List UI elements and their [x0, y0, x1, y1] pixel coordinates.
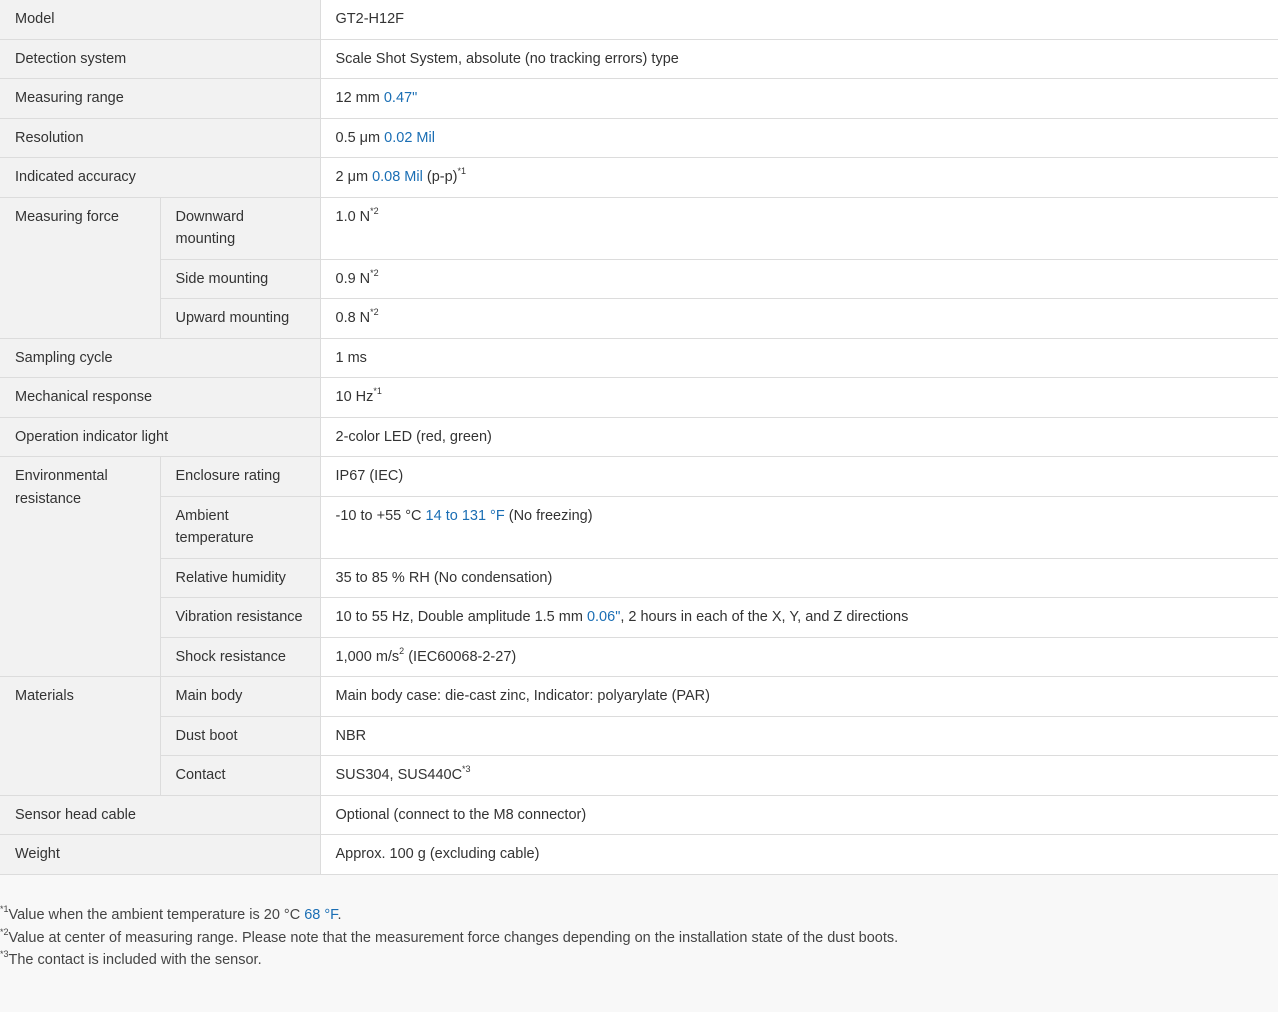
imperial-value: 0.47" — [383, 90, 418, 106]
footnote: $^{*3}$The contact is included with the sensor. — [0, 949, 262, 968]
row-label: Shock resistance — [160, 637, 320, 677]
table-row — [0, 259, 1278, 299]
row-value: SUS304, $SUS440C^{*3}$ — [320, 756, 1278, 796]
footnote-mark: *2 — [370, 307, 379, 318]
row-label: Enclosure rating — [160, 457, 320, 497]
row-value: Approx. 100 g (excluding cable) — [320, 835, 1278, 875]
table-row — [0, 0, 1278, 39]
footnote: $^{*2}$Value at center of measuring range. Please note that the measurement force changes depending on the installation state of the dust boots. — [0, 926, 899, 946]
table-row — [0, 677, 1278, 717]
footnote-mark: *1 — [373, 386, 382, 397]
row-label: Indicated accuracy — [0, 158, 320, 198]
row-label: Mechanical response — [0, 378, 320, 418]
group-label: Measuring force — [0, 197, 160, 338]
group-label: Environmental resistance — [0, 457, 160, 677]
row-value: 1,000 $m/s^2$ (IEC60068-2-27) — [320, 637, 1278, 677]
row-label: Downward mounting — [160, 197, 320, 259]
row-label: Resolution — [0, 118, 320, 158]
table-row — [0, 118, 1278, 158]
row-label: Main body — [160, 677, 320, 717]
table-row — [0, 598, 1278, 638]
row-value: Scale Shot System, absolute (no tracking errors) type — [320, 39, 1278, 79]
row-value: 10 to 55 Hz, Double amplitude 1.5 mm 0.06", 2 hours in each of the X, Y, and Z directions — [320, 598, 1278, 638]
row-value: GT2-H12F — [320, 0, 1278, 39]
footnote-mark: *1 — [457, 166, 467, 177]
row-label: Operation indicator light — [0, 417, 320, 457]
row-value: 0.8 $N^{*2}$ — [320, 299, 1278, 339]
imperial-value: 0.08 Mil — [372, 169, 423, 185]
table-row — [0, 378, 1278, 418]
row-label: Relative humidity — [160, 558, 320, 598]
table-row — [0, 338, 1278, 378]
footnote-mark: *3 — [462, 764, 471, 775]
footnote: $^{*1}$Value when the ambient temperature is 20 °C 68 °F. — [0, 904, 342, 923]
row-value: 0.5 μm 0.02 Mil — [320, 118, 1278, 158]
table-row — [0, 457, 1278, 497]
row-value: NBR — [320, 716, 1278, 756]
imperial-value: 0.06" — [586, 609, 621, 625]
table-row — [0, 795, 1278, 835]
row-label: Side mounting — [160, 259, 320, 299]
footnotes — [0, 904, 898, 972]
table-row — [0, 158, 1278, 198]
row-value: 12 mm 0.47" — [320, 79, 1278, 119]
row-label: Vibration resistance — [160, 598, 320, 638]
row-value: Main body case: die-cast zinc, Indicator: polyarylate (PAR) — [320, 677, 1278, 717]
row-value: -10 to +55 °C 14 to 131 °F (No freezing) — [320, 496, 1278, 558]
table-row — [0, 197, 1278, 259]
row-value: 2-color LED (red, green) — [320, 417, 1278, 457]
imperial-value: 14 to 131 °F — [425, 507, 505, 524]
table-row — [0, 39, 1278, 79]
row-label: Sampling cycle — [0, 338, 320, 378]
row-value: 10 Hz$^{*1}$ — [320, 378, 1278, 418]
row-label: Contact — [160, 756, 320, 796]
footnote-mark: *2 — [370, 205, 379, 216]
table-row — [0, 637, 1278, 677]
table-row — [0, 496, 1278, 558]
superscript: 2 — [399, 645, 405, 656]
row-label: Measuring range — [0, 79, 320, 119]
table-row — [0, 558, 1278, 598]
table-row — [0, 716, 1278, 756]
row-label: Ambient temperature — [160, 496, 320, 558]
row-label: Weight — [0, 835, 320, 875]
footnote-mark: *2 — [370, 267, 379, 278]
row-label: Upward mounting — [160, 299, 320, 339]
table-row — [0, 756, 1278, 796]
imperial-value: 0.02 Mil — [384, 129, 435, 146]
row-label: Dust boot — [160, 716, 320, 756]
row-value: 0.9 $N^{*2}$ — [320, 259, 1278, 299]
table-row — [0, 417, 1278, 457]
row-label: Model — [0, 0, 320, 39]
row-value: Optional (connect to the M8 connector) — [320, 795, 1278, 835]
row-value: 35 to 85 % RH (No condensation) — [320, 558, 1278, 598]
row-label: Sensor head cable — [0, 795, 320, 835]
group-label: Materials — [0, 677, 160, 796]
table-row — [0, 299, 1278, 339]
row-value: 1 ms — [320, 338, 1278, 378]
row-value: 1.0 $N^{*2}$ — [320, 197, 1278, 259]
row-label: Detection system — [0, 39, 320, 79]
table-row — [0, 835, 1278, 875]
row-value: 2 μm 0.08 Mil $(p-p)^{*1}$ — [320, 158, 1278, 198]
table-row — [0, 79, 1278, 119]
row-value: IP67 (IEC) — [320, 457, 1278, 497]
